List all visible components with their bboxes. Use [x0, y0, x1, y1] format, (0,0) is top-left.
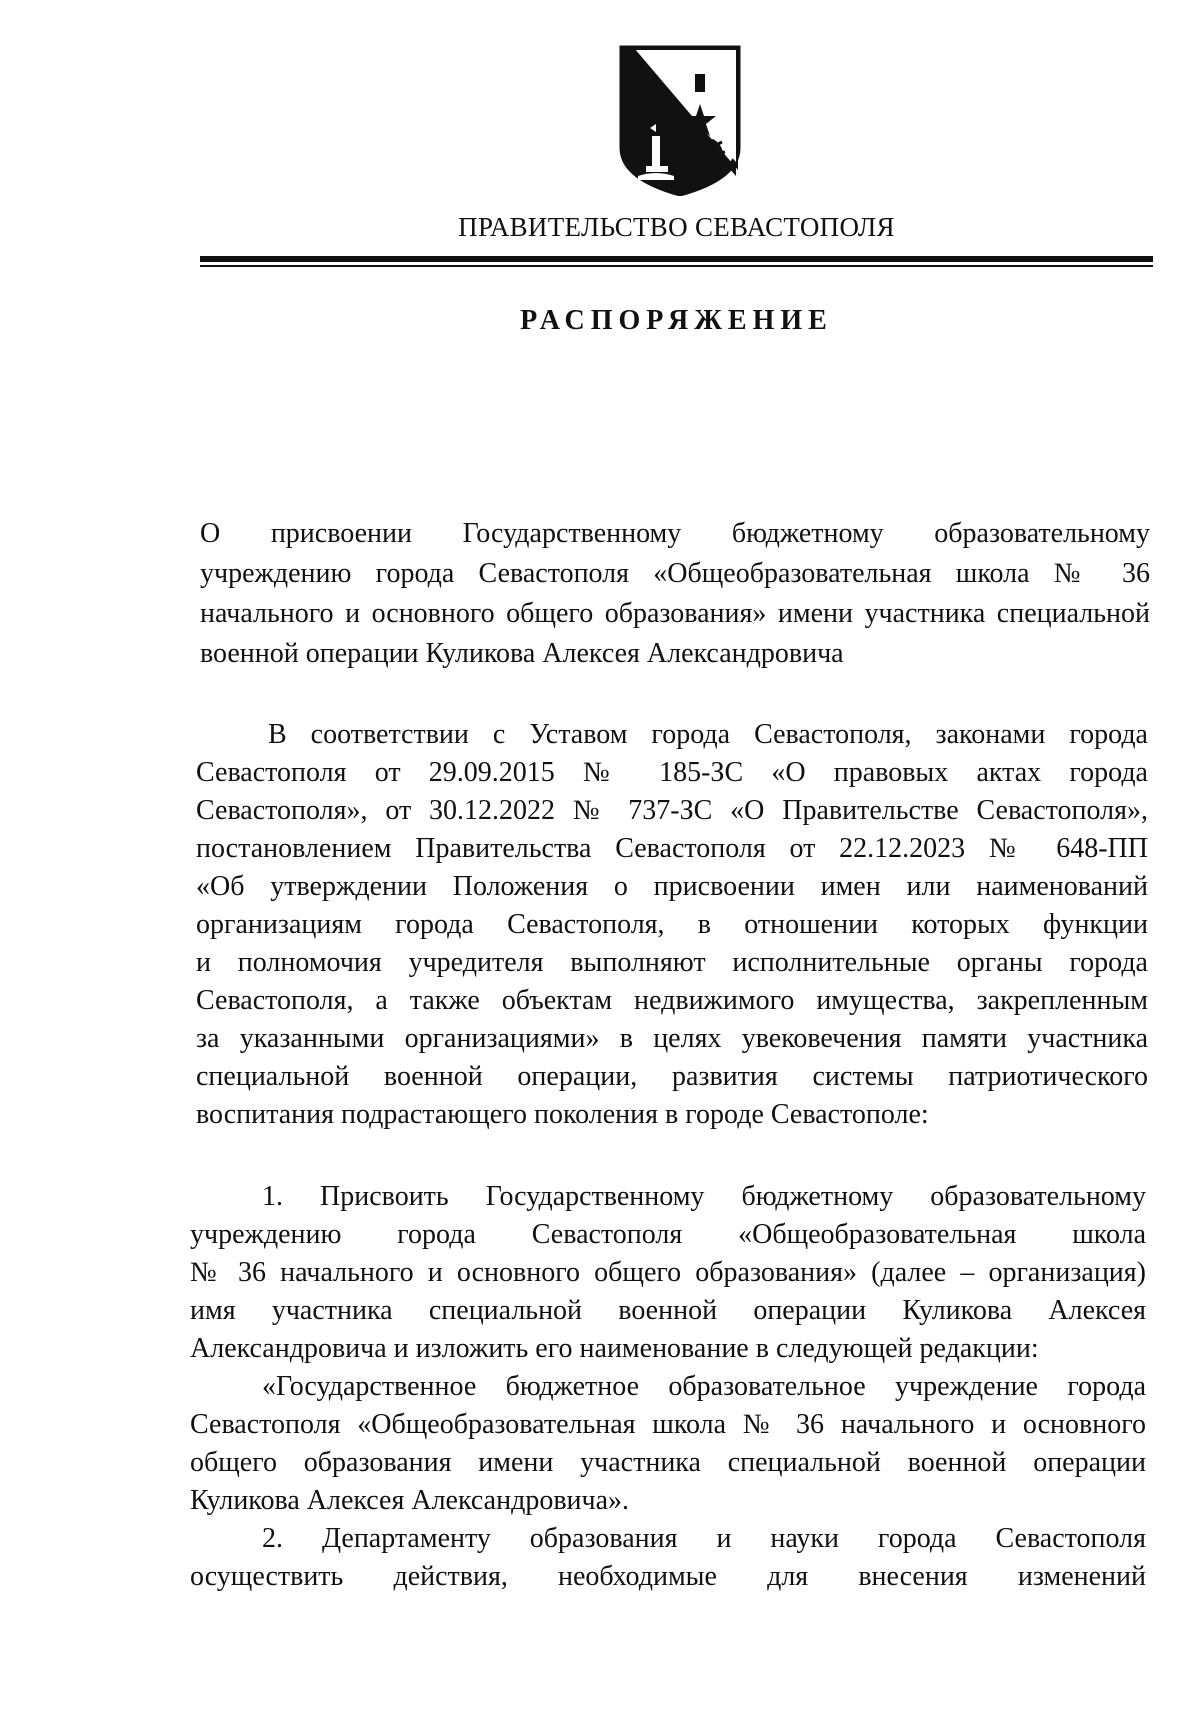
document-subject	[200, 514, 1150, 674]
header-divider-thin	[200, 265, 1153, 267]
clause1-line: имя участника специальной военной операции Куликова Алексея	[190, 1295, 1146, 1326]
clause1-quote-line: Куликова Алексея Александровича».	[190, 1485, 630, 1516]
clause1-quote-line: «Государственное бюджетное образовательное учреждение города	[262, 1371, 1146, 1402]
document-type-title: РАСПОРЯЖЕНИЕ	[520, 305, 833, 336]
subject-line: О присвоении Государственному бюджетному образовательному	[200, 518, 1150, 549]
subject-line: учреждению города Севастополя «Общеобразовательная школа № 36	[200, 558, 1150, 589]
preamble-line: «Об утверждении Положения о присвоении имен или наименований	[196, 871, 1148, 902]
preamble-line: Севастополя», от 30.12.2022 № 737-ЗС «О Правительстве Севастополя»,	[196, 795, 1148, 826]
preamble-line: Севастополя от 29.09.2015 № 185-ЗС «О правовых актах города	[196, 757, 1148, 788]
preamble-paragraph	[196, 716, 1148, 1134]
clause1-line: учреждению города Севастополя «Общеобразовательная школа	[190, 1219, 1146, 1250]
preamble-line: постановлением Правительства Севастополя от 22.12.2023 № 648-ПП	[196, 833, 1148, 864]
clause1-quote-line: общего образования имени участника специальной военной операции	[190, 1447, 1146, 1478]
preamble-line: организациям города Севастополя, в отношении которых функции	[196, 909, 1148, 940]
preamble-line: специальной военной операции, развития системы патриотического	[196, 1061, 1148, 1092]
clause1-line: № 36 начального и основного общего образования» (далее – организация)	[190, 1257, 1146, 1288]
preamble-line: за указанными организациями» в целях увековечения памяти участника	[196, 1023, 1148, 1054]
clause2-line: осуществить действия, необходимые для внесения изменений	[190, 1561, 1146, 1592]
preamble-line: воспитания подрастающего поколения в городе Севастополе:	[196, 1099, 929, 1130]
subject-line: военной операции Куликова Алексея Александровича	[200, 638, 844, 669]
coat-of-arms-icon	[616, 44, 744, 196]
order-clauses	[190, 1178, 1146, 1596]
preamble-line: и полномочия учредителя выполняют исполнительные органы города	[196, 947, 1148, 978]
clause1-line: 1. Присвоить Государственному бюджетному образовательному	[262, 1181, 1146, 1212]
preamble-line: В соответствии с Уставом города Севастополя, законами города	[268, 719, 1148, 750]
header-divider-thick	[200, 256, 1153, 262]
subject-line: начального и основного общего образования» имени участника специальной	[200, 598, 1150, 629]
clause1-line: Александровича и изложить его наименование в следующей редакции:	[190, 1333, 1039, 1364]
clause2-line: 2. Департаменту образования и науки города Севастополя	[262, 1523, 1146, 1554]
clause1-quote-line: Севастополя «Общеобразовательная школа № 36 начального и основного	[190, 1409, 1146, 1440]
organization-title: ПРАВИТЕЛЬСТВО СЕВАСТОПОЛЯ	[458, 212, 895, 242]
preamble-line: Севастополя, а также объектам недвижимого имущества, закрепленным	[196, 985, 1148, 1016]
